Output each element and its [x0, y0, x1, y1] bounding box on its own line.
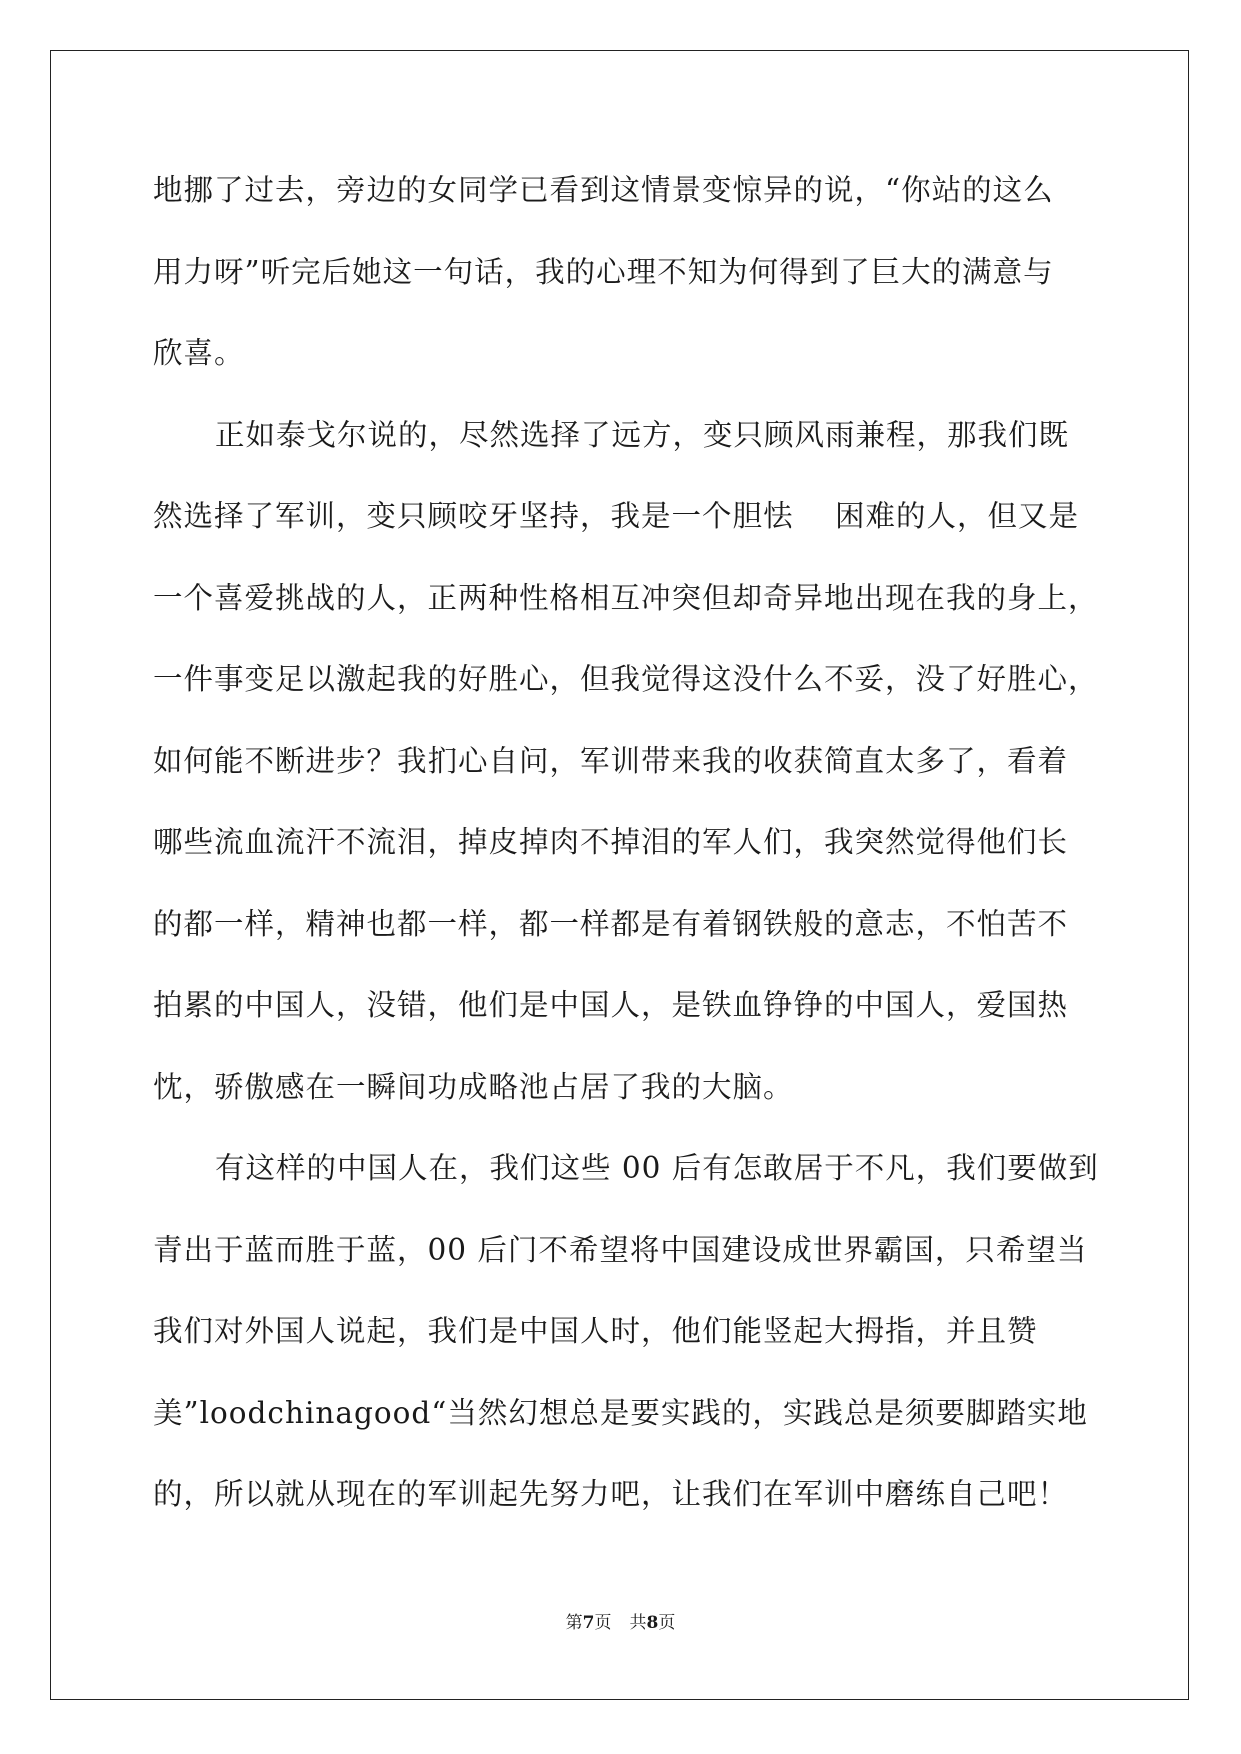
page-footer [0, 1608, 1241, 1633]
page-prefix: 第 [565, 1613, 583, 1633]
text-line: 用力呀”听完后她这一句话，我的心理不知为何得到了巨大的满意与 [153, 254, 1054, 289]
text-line: 地挪了过去，旁边的女同学已看到这情景变惊异的说，“你站的这么 [153, 173, 1054, 207]
text-line: 美”loodchinagood“当然幻想总是要实践的，实践总是须要脚踏实地 [153, 1395, 1088, 1430]
document-body [153, 160, 1099, 1546]
text-line: 青出于蓝而胜于蓝，00 后门不希望将中国建设成世界霸国，只希望当 [153, 1232, 1088, 1267]
total-prefix: 共 [629, 1613, 647, 1633]
text-line: 的都一样，精神也都一样，都一样都是有着钢铁般的意志，不怕苦不 [153, 906, 1069, 941]
paragraph-start-line: 正如泰戈尔说的，尽然选择了远方，变只顾风雨兼程，那我们既 [215, 417, 1070, 452]
text-line: 拍累的中国人，没错，他们是中国人，是铁血铮铮的中国人，爱国热 [153, 988, 1069, 1022]
total-suffix: 页 [658, 1613, 676, 1633]
paragraph-start-line: 有这样的中国人在，我们这些 00 后有怎敢居于不凡，我们要做到 [215, 1151, 1099, 1185]
text-line: 一个喜爱挑战的人，正两种性格相互冲突但却奇异地出现在我的身上， [153, 580, 1099, 615]
current-page-number: 7 [582, 1613, 595, 1633]
text-line: 欣喜。 [153, 336, 245, 370]
page-suffix: 页 [594, 1613, 612, 1633]
total-pages-number: 8 [646, 1613, 659, 1633]
text-line: 我们对外国人说起，我们是中国人时，他们能竖起大拇指，并且赞 [153, 1314, 1038, 1348]
text-line: 一件事变足以激起我的好胜心，但我觉得这没什么不妥，没了好胜心， [153, 662, 1099, 696]
text-line: 哪些流血流汗不流泪，掉皮掉肉不掉泪的军人们，我突然觉得他们长 [153, 825, 1069, 859]
text-line: 的，所以就从现在的军训起先努力吧，让我们在军训中磨练自己吧！ [153, 1477, 1069, 1511]
text-line: 如何能不断进步？我扪心自问，军训带来我的收获简直太多了，看着 [153, 743, 1069, 778]
text-line: 然选择了军训，变只顾咬牙坚持，我是一个胆怯 困难的人，但又是 [153, 499, 1080, 533]
text-line: 忱，骄傲感在一瞬间功成略池占居了我的大脑。 [153, 1069, 794, 1104]
